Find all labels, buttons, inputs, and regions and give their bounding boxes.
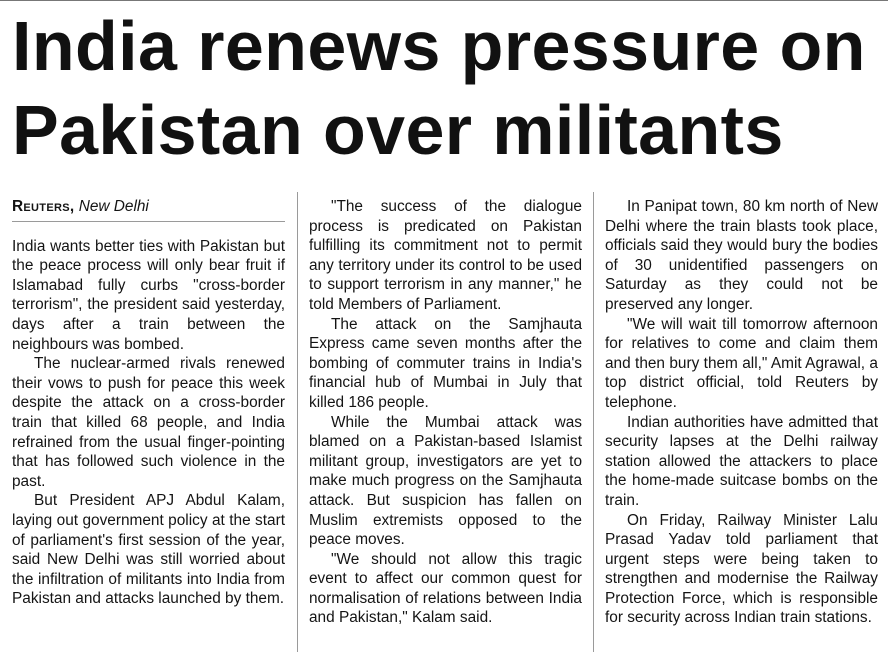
article-paragraph: While the Mumbai attack was blamed on a Pakistan-based Islamist militant group, investigators are yet to make much progress on the Samjhauta attack. But suspicion has fallen on Muslim extremists opposed to the peace moves. <box>309 413 582 549</box>
top-border-rule <box>0 0 888 1</box>
byline-place: New Delhi <box>78 198 149 215</box>
article-paragraph: "The success of the dialogue process is predicated on Pakistan fulfilling its commitment not to permit any territory under its control to be used to support terrorism in any manner," he told Members of Parliament. <box>309 198 582 313</box>
article-paragraph: "We should not allow this tragic event to affect our common quest for normalisation of relations between India and Pakistan," Kalam said. <box>309 550 582 627</box>
headline-line-1: India renews pressure on <box>12 7 866 85</box>
article-paragraph: "We will wait till tomorrow afternoon for relatives to come and claim them and then bury them all," Amit Agrawal, a top district official, told Reuters by telephone. <box>605 315 878 411</box>
article-paragraph: On Friday, Railway Minister Lalu Prasad Yadav told parliament that urgent steps were being taken to strengthen and modernise the Railway Protection Force, which is responsible for security across Indian train stations. <box>605 511 878 627</box>
column-divider-1 <box>297 192 298 652</box>
article-paragraph: Indian authorities have admitted that security lapses at the Delhi railway station allowed the attackers to place the home-made suitcase bombs on the train. <box>605 413 878 509</box>
article-column-1 <box>12 197 285 609</box>
article-paragraph: But President APJ Abdul Kalam, laying out government policy at the start of parliament's first session of the year, said New Delhi was still worried about the infiltration of militants into India from Pakistan and attacks launched by them. <box>12 492 285 608</box>
article-column-2 <box>309 197 582 628</box>
byline-agency: Reuters, <box>12 198 75 215</box>
article-paragraph: India wants better ties with Pakistan but the peace process will only bear fruit if Islamabad fully curbs "cross-border terrorism", the president said yesterday, days after a train between the neighbours was bombed. <box>12 237 285 353</box>
article-column-3 <box>605 197 878 628</box>
article-paragraph: The attack on the Samjhauta Express came seven months after the bombing of commuter trains in India's financial hub of Mumbai in July that killed 186 people. <box>309 315 582 411</box>
headline <box>12 4 882 172</box>
article-paragraph: The nuclear-armed rivals renewed their vows to push for peace this week despite the attack on a cross-border train that killed 68 people, and India refrained from the usual finger-pointing that has followed such violence in the past. <box>12 355 285 490</box>
column-divider-2 <box>593 192 594 652</box>
headline-line-2: Pakistan over militants <box>12 91 784 169</box>
article-paragraph: In Panipat town, 80 km north of New Delhi where the train blasts took place, officials said they would bury the bodies of 30 unidentified passengers on Saturday as they could not be preserved any longer. <box>605 198 878 313</box>
byline <box>12 197 285 217</box>
